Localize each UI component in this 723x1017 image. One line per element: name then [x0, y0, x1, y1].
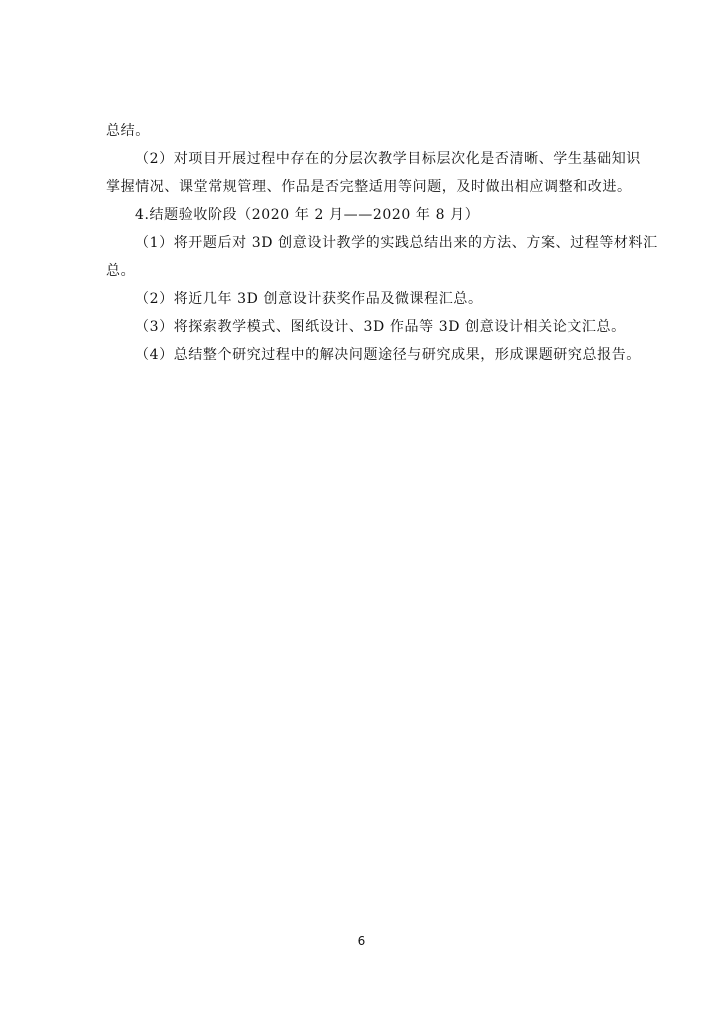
- text-line-stage4-item-1-start: （1）将开题后对 3D 创意设计教学的实践总结出来的方法、方案、过程等材料汇: [135, 235, 658, 251]
- text-line-item-2-end: 掌握情况、课堂常规管理、作品是否完整适用等问题，及时做出相应调整和改进。: [106, 179, 632, 195]
- body-text: [106, 117, 658, 369]
- text-line-continuation: 总结。: [106, 123, 150, 139]
- text-line-stage4-item-3: （3）将探索教学模式、图纸设计、3D 作品等 3D 创意设计相关论文汇总。: [135, 319, 626, 335]
- section-heading-stage-4: 4.结题验收阶段（2020 年 2 月——2020 年 8 月）: [135, 207, 480, 223]
- page-number: 6: [357, 934, 366, 948]
- text-line-item-2-start: （2）对项目开展过程中存在的分层次教学目标层次化是否清晰、学生基础知识: [135, 151, 641, 167]
- text-line-stage4-item-2: （2）将近几年 3D 创意设计获奖作品及微课程汇总。: [135, 291, 483, 307]
- text-line-stage4-item-1-end: 总。: [106, 263, 136, 279]
- text-line-stage4-item-4: （4）总结整个研究过程中的解决问题途径与研究成果，形成课题研究总报告。: [135, 347, 641, 363]
